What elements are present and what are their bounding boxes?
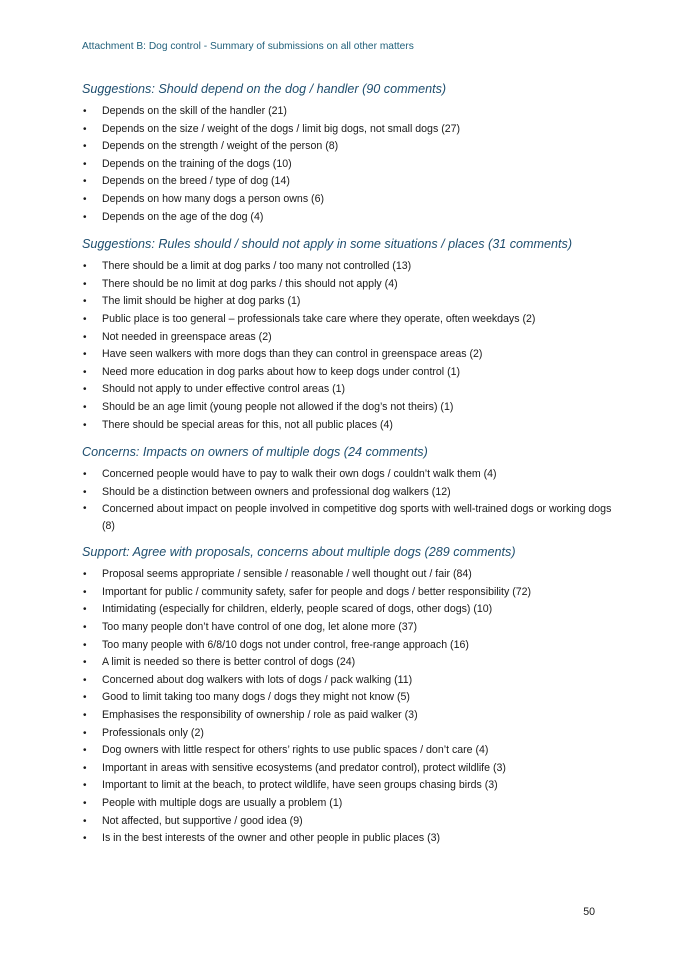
bullet-icon: •: [83, 296, 87, 308]
bullet-icon: •: [83, 815, 87, 827]
section-impacts-on-owners: [82, 443, 612, 534]
list-item: • Professionals only (2): [82, 725, 612, 743]
list-item: • Have seen walkers with more dogs than they can control in greenspace areas (2): [82, 346, 612, 364]
bullet-icon: •: [83, 278, 87, 290]
list-item: • Dog owners with little respect for others’ rights to use public spaces / don’t care (4): [82, 742, 612, 760]
bullet-icon: •: [83, 569, 87, 581]
list-item: • Should be an age limit (young people not allowed if the dog’s not theirs) (1): [82, 399, 612, 417]
list-item: • Depends on the training of the dogs (10): [82, 156, 612, 174]
list-item: • Concerned about impact on people involved in competitive dog sports with well-trained dogs or working dogs (8): [83, 503, 612, 532]
section-support-agree: [82, 543, 612, 848]
bullet-icon: •: [83, 401, 87, 413]
bullet-icon: •: [83, 331, 87, 343]
bullet-icon: •: [83, 313, 87, 325]
list-item: • Depends on the strength / weight of the person (8): [82, 138, 612, 156]
section-heading: Suggestions: Rules should / should not apply in some situations / places (31 comments): [82, 237, 573, 252]
section-depend-on-dog-handler: [82, 80, 612, 226]
bullet-icon: •: [83, 833, 87, 845]
bullet-icon: •: [83, 622, 87, 634]
bullet-icon: •: [83, 261, 87, 273]
list-item: • Proposal seems appropriate / sensible / reasonable / well thought out / fair (84): [82, 566, 612, 584]
bullet-icon: •: [83, 604, 87, 616]
list-item: • Good to limit taking too many dogs / dogs they might not know (5): [82, 689, 612, 707]
list-item: • There should be no limit at dog parks / this should not apply (4): [82, 276, 612, 294]
bullet-icon: •: [83, 657, 87, 669]
page-number: 50: [583, 906, 595, 918]
bullet-icon: •: [83, 674, 87, 686]
list-item: • Concerned people would have to pay to walk their own dogs / couldn’t walk them (4): [82, 466, 612, 484]
bullet-icon: •: [83, 123, 87, 135]
list-item: • Public place is too general – professionals take care where they operate, often weekdays (2): [82, 311, 612, 329]
list-item: • Depends on the size / weight of the dogs / limit big dogs, not small dogs (27): [82, 121, 612, 139]
section-rules-situations-places: [82, 235, 612, 434]
list-item: • Depends on the age of the dog (4): [82, 209, 612, 227]
bullet-icon: •: [83, 469, 87, 481]
list-item: • Should not apply to under effective control areas (1): [82, 381, 612, 399]
list-item: • Depends on how many dogs a person owns (6): [82, 191, 612, 209]
list-item: • Intimidating (especially for children, elderly, people scared of dogs, other dogs) (10): [82, 601, 612, 619]
bullet-icon: •: [83, 710, 87, 722]
section-heading: Support: Agree with proposals, concerns about multiple dogs (289 comments): [82, 545, 516, 560]
bullet-icon: •: [83, 366, 87, 378]
list-item: • Not needed in greenspace areas (2): [82, 329, 612, 347]
bullet-icon: •: [83, 384, 87, 396]
list-item: • Is in the best interests of the owner and other people in public places (3): [82, 830, 612, 848]
bullet-icon: •: [83, 586, 87, 598]
list-item: • Too many people don’t have control of one dog, let alone more (37): [82, 619, 612, 637]
bullet-icon: •: [83, 176, 87, 188]
bullet-list: [82, 103, 612, 226]
bullet-icon: •: [83, 503, 87, 515]
bullet-icon: •: [83, 141, 87, 153]
list-item: • Should be a distinction between owners and professional dog walkers (12): [82, 484, 612, 502]
bullet-icon: •: [83, 745, 87, 757]
bullet-list: [82, 566, 612, 848]
bullet-icon: •: [83, 106, 87, 117]
list-item: • There should be special areas for this, not all public places (4): [82, 417, 612, 435]
bullet-icon: •: [83, 486, 87, 498]
bullet-icon: •: [83, 211, 87, 223]
document-body: [82, 80, 612, 857]
list-item: • Depends on the breed / type of dog (14): [82, 173, 612, 191]
section-heading: Suggestions: Should depend on the dog / handler (90 comments): [82, 82, 447, 96]
bullet-icon: •: [83, 762, 87, 774]
bullet-icon: •: [83, 193, 87, 205]
list-item: • Need more education in dog parks about how to keep dogs under control (1): [82, 364, 612, 382]
list-item: • There should be a limit at dog parks / too many not controlled (13): [82, 258, 612, 276]
section-heading: Concerns: Impacts on owners of multiple dogs (24 comments): [82, 445, 428, 460]
bullet-icon: •: [83, 419, 87, 431]
list-item: • Important to limit at the beach, to protect wildlife, have seen groups chasing birds (3): [82, 777, 612, 795]
list-item: • Not affected, but supportive / good idea (9): [82, 813, 612, 831]
list-item: • Too many people with 6/8/10 dogs not under control, free-range approach (16): [82, 637, 612, 655]
bullet-icon: •: [83, 349, 87, 361]
list-item: • Depends on the skill of the handler (21): [82, 103, 612, 121]
list-item: • Important in areas with sensitive ecosystems (and predator control), protect wildlife (3): [82, 760, 612, 778]
list-item: • Emphasises the responsibility of ownership / role as paid walker (3): [82, 707, 612, 725]
bullet-icon: •: [83, 780, 87, 792]
bullet-icon: •: [83, 639, 87, 651]
bullet-list: [82, 258, 612, 434]
list-item: • People with multiple dogs are usually a problem (1): [82, 795, 612, 813]
list-item: • The limit should be higher at dog parks (1): [82, 293, 612, 311]
list-item: • Concerned about dog walkers with lots of dogs / pack walking (11): [82, 672, 612, 690]
bullet-icon: •: [83, 158, 87, 170]
bullet-icon: •: [83, 727, 87, 739]
bullet-icon: •: [83, 692, 87, 704]
bullet-list: [82, 466, 612, 534]
list-item: • A limit is needed so there is better control of dogs (24): [82, 654, 612, 672]
document-header: Attachment B: Dog control - Summary of submissions on all other matters: [82, 41, 414, 52]
list-item: • Important for public / community safety, safer for people and dogs / better responsibility (72): [82, 584, 612, 602]
bullet-icon: •: [83, 798, 87, 809]
